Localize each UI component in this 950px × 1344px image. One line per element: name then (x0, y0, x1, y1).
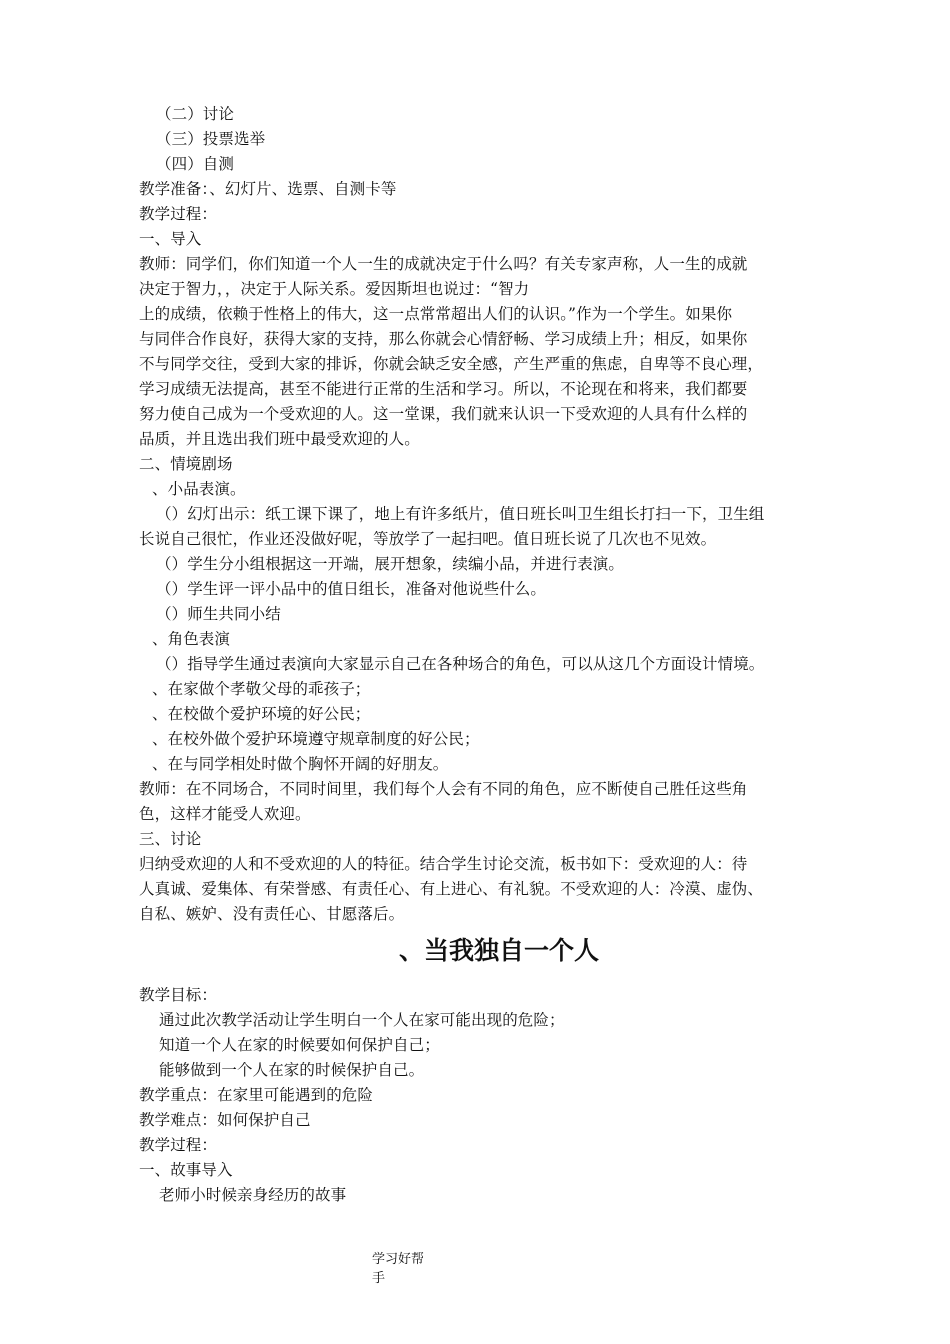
paragraph-line: 色，这样才能受人欢迎。 (139, 805, 311, 823)
text-line: （三）投票选举 (156, 130, 266, 148)
list-item: （）师生共同小结 (156, 605, 281, 623)
paragraph-line: 归纳受欢迎的人和不受欢迎的人的特征。结合学生讨论交流，板书如下：受欢迎的人：待 (139, 855, 748, 873)
list-item: 、小品表演。 (152, 480, 246, 498)
page-footer (372, 1250, 432, 1288)
objective-item: 能够做到一个人在家的时候保护自己。 (159, 1061, 425, 1079)
paragraph-line: 不与同学交往，受到大家的排诉，你就会缺乏安全感，产生严重的焦虑，自卑等不良心理， (139, 355, 764, 373)
paragraph-line: 自私、嫉妒、没有责任心、甘愿落后。 (139, 905, 405, 923)
paragraph-line: 品质，并且选出我们班中最受欢迎的人。 (139, 430, 420, 448)
paragraph-line: 上的成绩，依赖于性格上的伟大，这一点常常超出人们的认识。”作为一个学生。如果你 (139, 305, 733, 323)
section-heading: 一、导入 (139, 230, 202, 248)
list-item: （）学生评一评小品中的值日组长，准备对他说些什么。 (156, 580, 547, 598)
list-item: 、在家做个孝敬父母的乖孩子； (152, 680, 371, 698)
paragraph-line: 长说自己很忙，作业还没做好呢，等放学了一起扫吧。值日班长说了几次也不见效。 (139, 530, 717, 548)
text-line: 老师小时候亲身经历的故事 (159, 1186, 347, 1204)
text-line: （二）讨论 (156, 105, 235, 123)
document-body (139, 102, 819, 1208)
paragraph-line: 人真诚、爱集体、有荣誉感、有责任心、有上进心、有礼貌。不受欢迎的人：冷漠、虚伪、 (139, 880, 764, 898)
text-line: 教学准备：、幻灯片、选票、自测卡等 (139, 180, 397, 198)
section-heading: 三、讨论 (139, 830, 202, 848)
text-line: 教学目标： (139, 986, 218, 1004)
text-line: 教学重点：在家里可能遇到的危险 (139, 1086, 374, 1104)
paragraph-line: 决定于智力，，决定于人际关系。爱因斯坦也说过：“智力 (139, 280, 530, 298)
list-item: 、在与同学相处时做个胸怀开阔的好朋友。 (152, 755, 449, 773)
paragraph-line: 与同伴合作良好，获得大家的支持，那么你就会心情舒畅、学习成绩上升；相反，如果你 (139, 330, 748, 348)
list-item: （）学生分小组根据这一开端，展开想象，续编小品，并进行表演。 (156, 555, 625, 573)
list-item: 、在校外做个爱护环境遵守规章制度的好公民； (152, 730, 480, 748)
paragraph-line: 努力使自己成为一个受欢迎的人。这一堂课，我们就来认识一下受欢迎的人具有什么样的 (139, 405, 748, 423)
list-item: 、角色表演 (152, 630, 231, 648)
objective-item: 知道一个人在家的时候要如何保护自己； (159, 1036, 440, 1054)
section-heading: 二、情境剧场 (139, 455, 233, 473)
text-line: 教学难点：如何保护自己 (139, 1111, 311, 1129)
paragraph-line: 教师：同学们，你们知道一个人一生的成就决定于什么吗？有关专家声称，人一生的成就 (139, 255, 748, 273)
list-item: 、在校做个爱护环境的好公民； (152, 705, 371, 723)
paragraph-line: 学习成绩无法提高，甚至不能进行正常的生活和学习。所以，不论现在和将来，我们都要 (139, 380, 748, 398)
text-line: 教学过程： (139, 1136, 218, 1154)
footer-line: 学习好帮 (372, 1252, 425, 1267)
section-heading: 一、故事导入 (139, 1161, 233, 1179)
list-item: （）指导学生通过表演向大家显示自己在各种场合的角色，可以从这几个方面设计情境。 (156, 655, 765, 673)
text-line: 教学过程： (139, 205, 218, 223)
paragraph-line: （）幻灯出示：纸工课下课了，地上有许多纸片，值日班长叫卫生组长打扫一下，卫生组 (156, 505, 765, 523)
objective-item: 通过此次教学活动让学生明白一个人在家可能出现的危险； (159, 1011, 565, 1029)
paragraph-line: 教师：在不同场合，不同时间里，我们每个人会有不同的角色，应不断使自己胜任这些角 (139, 780, 748, 798)
lesson-title: 、当我独自一个人 (398, 936, 599, 965)
text-line: （四）自测 (156, 155, 235, 173)
footer-line: 手 (372, 1271, 386, 1286)
